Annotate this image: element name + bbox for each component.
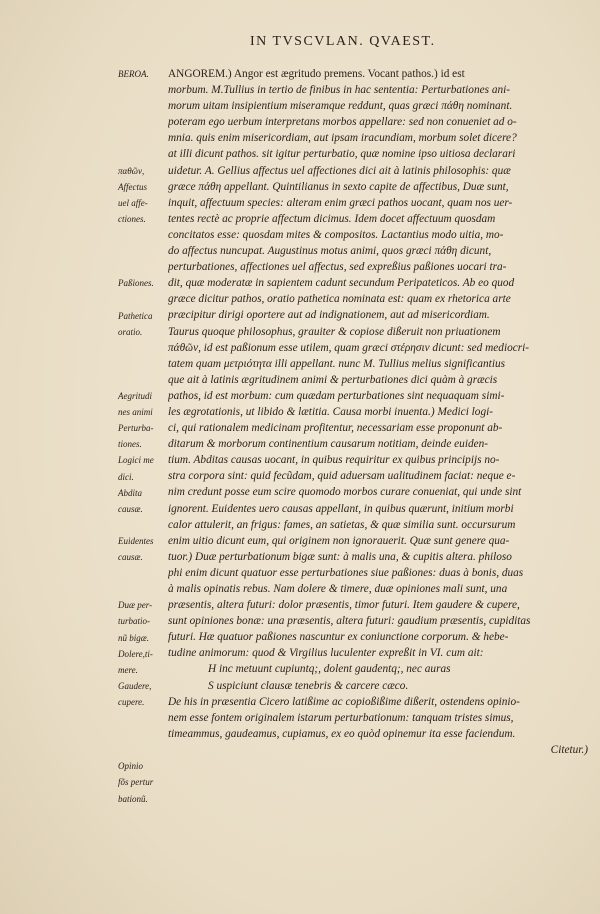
text-line: dit, quæ moderatæ in sapientem cadunt secundum Peripateticos. Ab eo quod [168,277,515,290]
text-line: H inc metuunt cupiuntq;, dolent gaudentq;, nec auras [208,663,451,676]
text-line: sunt opiniones bonæ: una præsentis, altera futuri: gaudium præsentis, cupiditas [168,615,531,628]
text-line: tudine animorum: quod & Virgilius luculenter expreßit in VI. cum ait: [168,647,484,660]
commentary-text [168,66,588,758]
marginal-note: nũ bigæ. [118,632,150,643]
marginal-note: dici. [118,471,134,482]
text-line: nem esse fontem originalem istarum perturbationum: tanquam tristes simus, [168,711,514,724]
text-line: poteram ego uerbum interpretans morbos appellare: sed non conueniet ad o- [168,116,517,129]
text-line: calor attulerit, an frigus: fames, an satietas, & quæ similia sunt. occursurum [168,518,516,531]
text-line: ditarum & morborum continentium causarum notitiam, deinde euiden- [168,438,489,451]
marginal-note: BEROA. [118,69,149,79]
running-head: IN TVSCVLAN. QVAEST. [250,34,436,49]
text-line: tium. Abditas causas uocant, in quibus requiritur ex quibus principijs no- [168,454,500,467]
text-line: præsentis, altera futuri: dolor præsentis, timor futuri. Item gaudere & cupere, [168,599,520,612]
marginal-note: Gaudere, [118,680,152,691]
marginal-note: uel affe- [118,197,148,208]
marginal-note: tiones. [118,439,142,450]
text-line: perturbationes, affectiones uel affectus, sed expreßius paßiones uocari tra- [168,261,507,274]
marginal-note: Logici me [118,455,154,466]
marginal-note: mere. [118,664,138,675]
text-line: πάθῶν, id est paßionum esse utilem, quam græci στέρησιν dicunt: sed mediocri- [168,341,530,354]
text-line: tatem quam μετριότητα illi appellant. nunc M. Tullius melius significantius [168,357,506,370]
text-line: que ait à latinis ægritudinem animi & perturbationes dici quàm à græcis [168,373,498,386]
text-line: futuri. Hæ quatuor paßiones nascuntur ex coniunctione corporum. & hebe- [168,631,509,644]
text-line: ignorent. Euidentes uero causas appellant, in quibus quærunt, initium morbi [168,502,514,515]
marginal-note: fõs pertur [118,777,154,788]
marginal-note: Pathetica [118,310,153,321]
marginal-note: ctiones. [118,213,146,224]
text-line: Citetur.) [550,743,588,756]
text-line: ANGOREM.) Angor est ægritudo premens. Vocant pathos.) id est [168,68,465,80]
text-line: nim credunt posse eum scire quomodo morbos curare conueniat, qui unde sint [168,486,522,499]
text-line: tentes rectè ac proprie affectum dicimus. Idem docet affectuum quosdam [168,212,496,225]
text-line: tuor.) Duæ perturbationum bigæ sunt: à malis una, & cupitis altera. philoso [168,550,512,563]
marginal-note: Duæ per- [118,600,153,611]
text-line: les ægrotationis, ut libido & lætitia. Causa morbi inuenta.) Medici logi- [168,405,493,418]
marginal-note: Opinio [118,761,144,772]
text-line: concitatos esse: quosdam mites & compositos. Lactantius modo uitia, mo- [168,228,504,241]
marginal-note: Paßiones. [118,278,154,289]
text-line: græce πάθη appellant. Quintilianus in sexto capite de affectibus, Duæ sunt, [168,180,509,193]
marginal-note: oratio. [118,326,143,337]
text-line: morbum. M.Tullius in tertio de finibus in hac sententia: Perturbationes ani- [168,84,511,97]
marginal-note: Abdita [118,487,142,498]
text-line: phi enim dicunt quatuor esse perturbationes siue paßiones: duas à bonis, duas [168,566,524,579]
marginal-note: Aegritudi [118,391,152,401]
text-line: De his in præsentia Cicero latißime ac copioßißime dißerit, ostendens opinio- [168,695,520,708]
marginal-note: nes animi [118,407,153,418]
text-line: enim uitio dicunt eum, qui originem non ignorauerit. Quæ sunt genere qua- [168,534,510,547]
text-line: præcipitur dirigi oportere aut ad indignationem, aut ad misericordiam. [168,309,490,322]
text-line: stra corpora sint: quid fecũdam, quid aduersam ualitudinem faciat: neque e- [168,470,516,483]
text-line: mnia. quis enim misericordiam, aut ipsam iracundiam, morbum solet dicere? [168,132,517,145]
marginal-note: turbatio- [118,616,151,627]
text-line: morum uitam insipientium miseramque reddunt, quas græci πάθη nominant. [168,100,513,113]
marginal-note: causæ. [118,552,143,562]
text-line: ci, qui rationalem medicinam profitentur, necessariam esse proponunt ab- [168,422,503,435]
marginal-note: bationũ. [118,793,148,804]
text-line: at illi dicunt pathos. sit igitur perturbatio, quæ nomine ipso uitiosa declarari [168,148,516,161]
marginal-note: causæ. [118,503,143,514]
marginal-note: παθῶν, [118,165,145,176]
text-line: à malis opinatis rebus. Nam dolere & timere, duæ opiniones mali sunt, una [168,583,508,595]
marginal-note: Euidentes [118,535,154,546]
marginal-note: Affectus [118,181,147,192]
text-line: græce dicitur pathos, oratio pathetica nominata est: quam ex rhetorica arte [168,293,511,306]
text-line: Taurus quoque philosophus, grauiter & copiose dißeruit non priuationem [168,325,501,338]
text-line: pathos, id est morbum: cum quædam perturbationes sint nequaquam simi- [168,389,505,402]
text-line: do affectus nuncupat. Augustinus motus animi, quos græci πάθη dicunt, [168,245,492,258]
marginal-note: Perturba- [118,423,154,434]
text-line: S uspiciunt clausæ tenebris & carcere cæco. [208,679,409,692]
text-line: inquit, affectuum species: alteram enim græci pathos uocant, quam nos uer- [168,196,513,209]
marginal-note: Dolere,ti- [118,648,153,659]
text-line: uidetur. A. Gellius affectus uel affectiones dici ait à latinis philosophis: quæ [168,164,511,177]
text-line: timeammus, gaudeamus, cupiamus, ex eo quòd opinemur ita esse faciendum. [168,727,516,740]
marginal-note: cupere. [118,696,145,707]
